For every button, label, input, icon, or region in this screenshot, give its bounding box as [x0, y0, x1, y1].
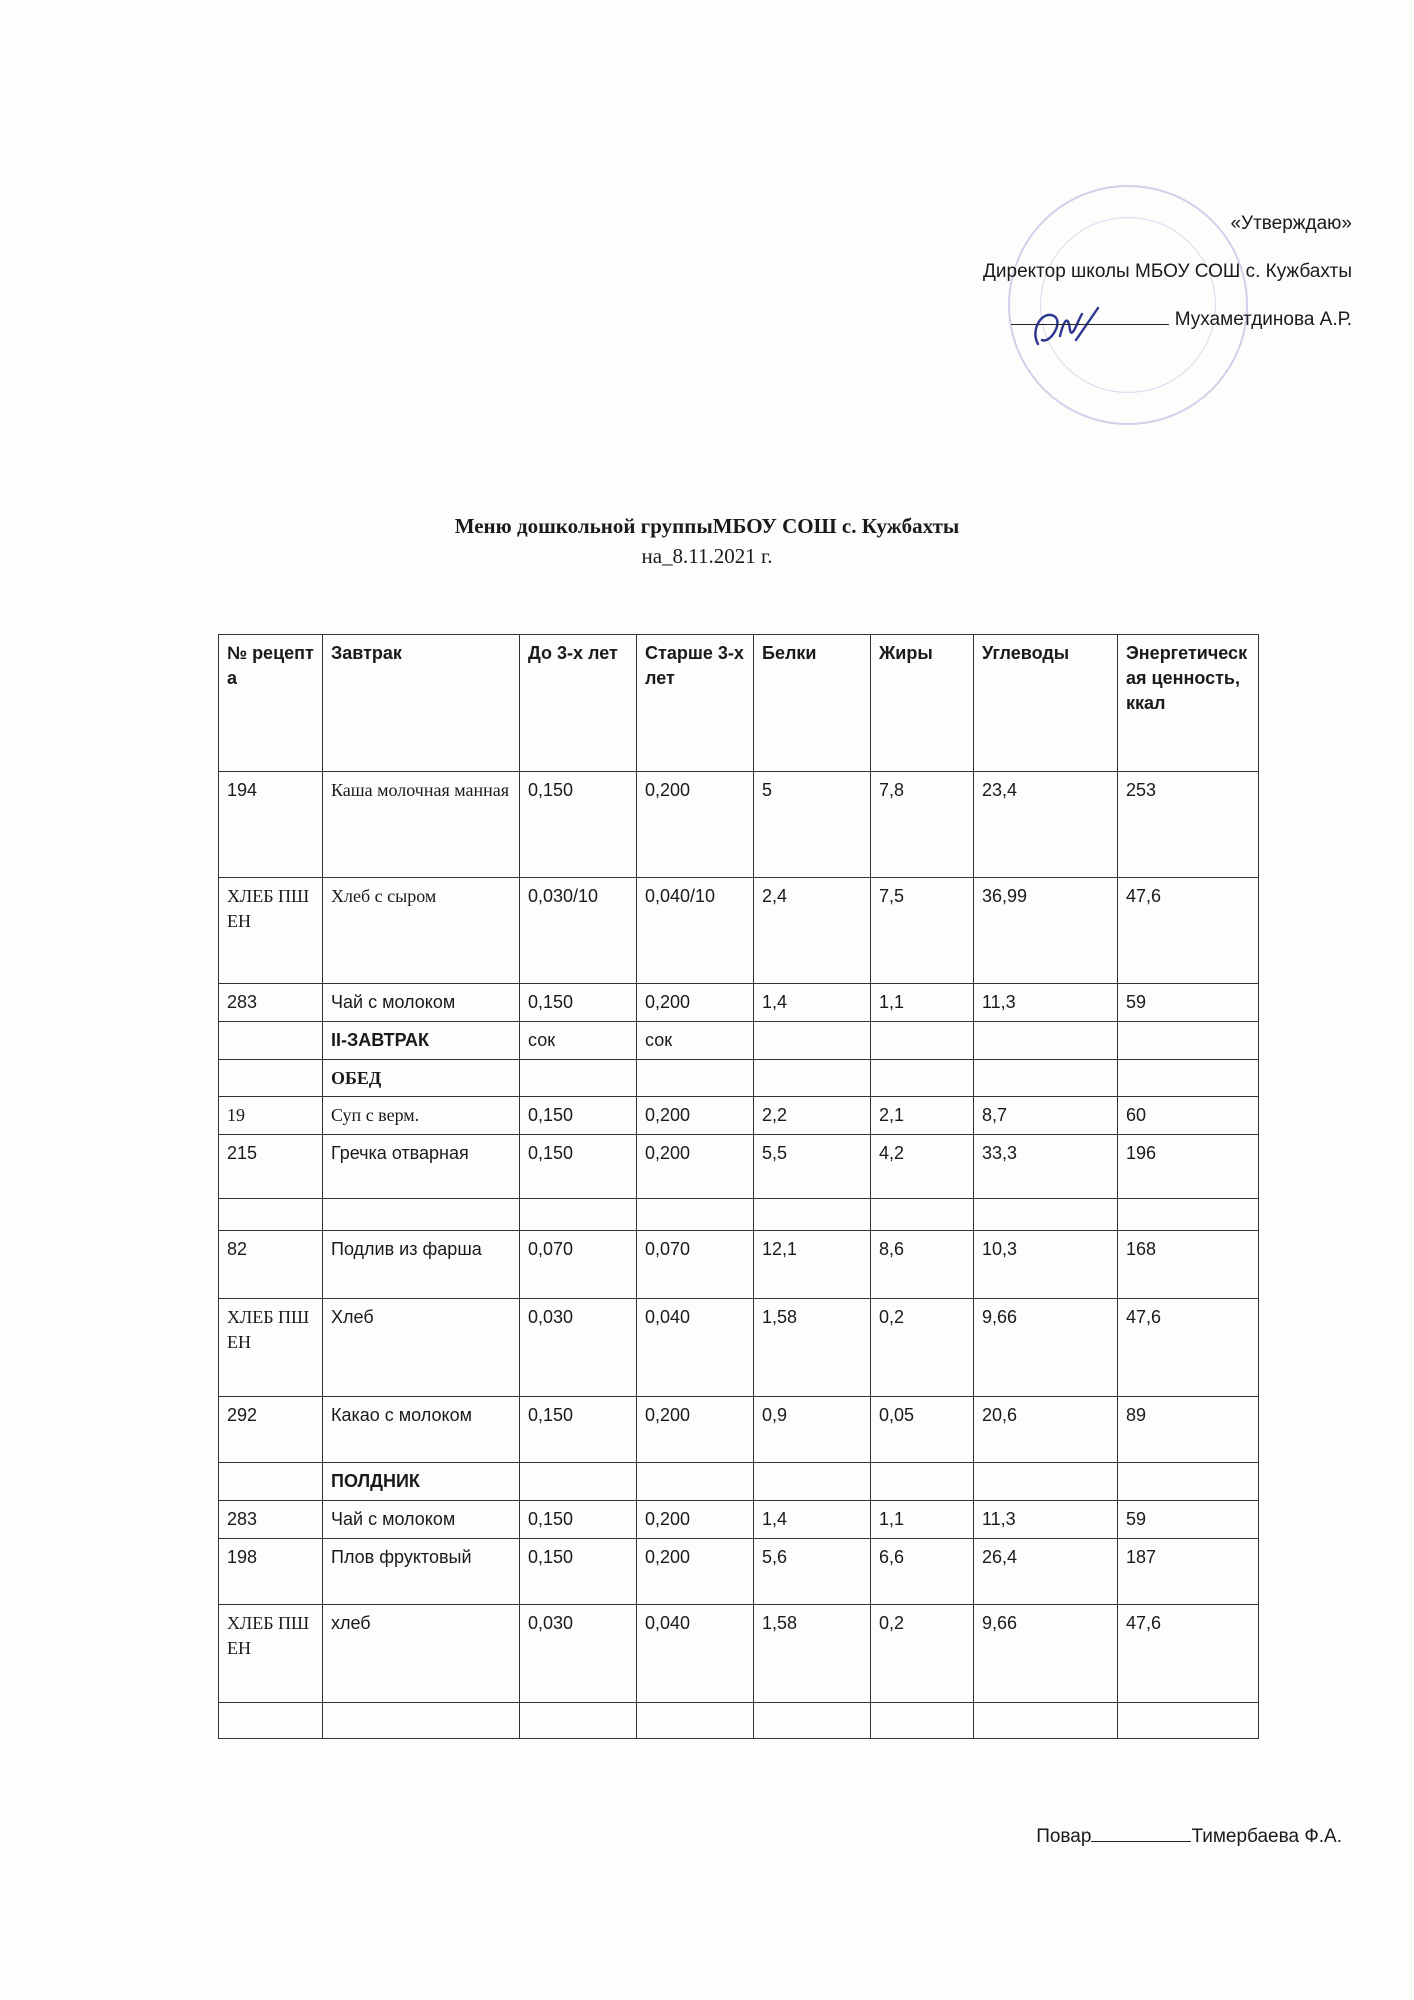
header-recipe-no: № рецепта: [219, 635, 323, 772]
cell-carbs: 36,99: [974, 878, 1118, 984]
cell-carbs: 11,3: [974, 984, 1118, 1022]
director-line: Директор школы МБОУ СОШ с. Кужбахты: [983, 261, 1352, 282]
table-row: [219, 1397, 1259, 1463]
cook-signature-block: [1036, 1826, 1342, 1848]
cell-dish: Чай с молоком: [323, 984, 520, 1022]
cell-over-3: сок: [637, 1021, 754, 1059]
cell-recipe: 292: [219, 1397, 323, 1463]
table-row: [219, 1538, 1259, 1604]
table-row: [219, 1059, 1259, 1097]
cell-proteins: 1,58: [754, 1604, 871, 1702]
cell-recipe: 194: [219, 772, 323, 878]
cell-fats: [871, 1021, 974, 1059]
signature-line: [1011, 310, 1169, 325]
cook-name: Тимербаева Ф.А.: [1191, 1826, 1342, 1847]
cell-recipe: ХЛЕБ ПШЕН: [219, 1299, 323, 1397]
cell-energy: 89: [1118, 1397, 1259, 1463]
header-fats: Жиры: [871, 635, 974, 772]
empty-cell: [1118, 1702, 1259, 1738]
cell-over-3: 0,200: [637, 1501, 754, 1539]
cell-recipe: 283: [219, 984, 323, 1022]
cell-recipe: [219, 1463, 323, 1501]
cell-energy: [1118, 1059, 1259, 1097]
header-under-3: До 3-х лет: [520, 635, 637, 772]
table-row: [219, 1231, 1259, 1299]
cell-dish: Чай с молоком: [323, 1501, 520, 1539]
cell-proteins: 2,2: [754, 1097, 871, 1135]
cell-fats: 8,6: [871, 1231, 974, 1299]
empty-cell: [520, 1199, 637, 1231]
cell-under-3: 0,150: [520, 1501, 637, 1539]
cell-proteins: 2,4: [754, 878, 871, 984]
cell-carbs: 23,4: [974, 772, 1118, 878]
cell-recipe: [219, 1059, 323, 1097]
cell-dish: Каша молочная манная: [323, 772, 520, 878]
empty-cell: [520, 1702, 637, 1738]
cell-energy: 60: [1118, 1097, 1259, 1135]
cell-fats: 0,2: [871, 1299, 974, 1397]
cell-proteins: 0,9: [754, 1397, 871, 1463]
cell-fats: 7,8: [871, 772, 974, 878]
cell-over-3: 0,040: [637, 1604, 754, 1702]
cell-over-3: 0,040/10: [637, 878, 754, 984]
cell-under-3: 0,070: [520, 1231, 637, 1299]
cell-under-3: 0,150: [520, 1135, 637, 1199]
empty-cell: [871, 1199, 974, 1231]
cell-energy: 59: [1118, 1501, 1259, 1539]
cell-over-3: 0,200: [637, 1097, 754, 1135]
cell-carbs: 26,4: [974, 1538, 1118, 1604]
cell-carbs: 9,66: [974, 1604, 1118, 1702]
cell-fats: 6,6: [871, 1538, 974, 1604]
cell-fats: 7,5: [871, 878, 974, 984]
empty-cell: [637, 1199, 754, 1231]
cell-recipe: 215: [219, 1135, 323, 1199]
table-header-row: [219, 635, 1259, 772]
cell-carbs: [974, 1059, 1118, 1097]
cell-carbs: 9,66: [974, 1299, 1118, 1397]
cell-recipe: [219, 1021, 323, 1059]
header-meal: Завтрак: [323, 635, 520, 772]
table-row: [219, 878, 1259, 984]
cell-energy: 47,6: [1118, 1299, 1259, 1397]
header-proteins: Белки: [754, 635, 871, 772]
cell-dish: Хлеб с сыром: [323, 878, 520, 984]
cell-over-3: 0,200: [637, 1538, 754, 1604]
cell-energy: 168: [1118, 1231, 1259, 1299]
cell-over-3: 0,200: [637, 772, 754, 878]
cell-energy: 187: [1118, 1538, 1259, 1604]
header-energy: Энергетическая ценность, ккал: [1118, 635, 1259, 772]
cell-dish: Подлив из фарша: [323, 1231, 520, 1299]
table-row: [219, 1604, 1259, 1702]
cell-proteins: [754, 1463, 871, 1501]
cell-recipe: ХЛЕБ ПШЕН: [219, 1604, 323, 1702]
empty-cell: [323, 1702, 520, 1738]
cell-energy: 47,6: [1118, 1604, 1259, 1702]
cell-over-3: 0,070: [637, 1231, 754, 1299]
cell-energy: 47,6: [1118, 878, 1259, 984]
cell-proteins: 5: [754, 772, 871, 878]
cell-carbs: 11,3: [974, 1501, 1118, 1539]
empty-cell: [637, 1702, 754, 1738]
empty-cell: [974, 1702, 1118, 1738]
cell-fats: 0,2: [871, 1604, 974, 1702]
cell-recipe: 198: [219, 1538, 323, 1604]
cell-recipe: ХЛЕБ ПШЕН: [219, 878, 323, 984]
section-afternoon-snack: ПОЛДНИК: [323, 1463, 520, 1501]
table-row-empty: [219, 1199, 1259, 1231]
menu-table: [218, 634, 1259, 1739]
table-row: [219, 1135, 1259, 1199]
cell-dish: Хлеб: [323, 1299, 520, 1397]
cell-fats: [871, 1059, 974, 1097]
cell-under-3: 0,030: [520, 1299, 637, 1397]
cell-under-3: [520, 1059, 637, 1097]
cell-dish: Плов фруктовый: [323, 1538, 520, 1604]
cell-proteins: 1,58: [754, 1299, 871, 1397]
cell-recipe: 283: [219, 1501, 323, 1539]
cell-under-3: сок: [520, 1021, 637, 1059]
approval-block: [983, 214, 1352, 358]
cell-dish: Суп с верм.: [323, 1097, 520, 1135]
table-row: [219, 1463, 1259, 1501]
cell-proteins: 12,1: [754, 1231, 871, 1299]
empty-cell: [871, 1702, 974, 1738]
director-name: Мухаметдинова А.Р.: [1174, 309, 1352, 330]
cell-proteins: 1,4: [754, 984, 871, 1022]
cell-under-3: 0,030: [520, 1604, 637, 1702]
header-carbs: Углеводы: [974, 635, 1118, 772]
cell-fats: 4,2: [871, 1135, 974, 1199]
cell-fats: 2,1: [871, 1097, 974, 1135]
cell-under-3: 0,150: [520, 1397, 637, 1463]
cell-carbs: 20,6: [974, 1397, 1118, 1463]
cell-carbs: 8,7: [974, 1097, 1118, 1135]
cell-under-3: 0,150: [520, 1538, 637, 1604]
cell-over-3: 0,040: [637, 1299, 754, 1397]
cell-under-3: 0,150: [520, 772, 637, 878]
cell-proteins: [754, 1059, 871, 1097]
cell-under-3: 0,150: [520, 1097, 637, 1135]
cell-proteins: 5,5: [754, 1135, 871, 1199]
section-second-breakfast: II-ЗАВТРАК: [323, 1021, 520, 1059]
cell-over-3: [637, 1059, 754, 1097]
cell-energy: [1118, 1463, 1259, 1501]
empty-cell: [974, 1199, 1118, 1231]
table-row: [219, 984, 1259, 1022]
cell-over-3: [637, 1463, 754, 1501]
table-row: [219, 1299, 1259, 1397]
cell-carbs: 10,3: [974, 1231, 1118, 1299]
cell-proteins: 1,4: [754, 1501, 871, 1539]
approve-label: «Утверждаю»: [1230, 213, 1352, 234]
header-over-3: Старше 3-х лет: [637, 635, 754, 772]
cell-under-3: [520, 1463, 637, 1501]
table-row-empty: [219, 1702, 1259, 1738]
cook-signature-line: [1091, 1827, 1191, 1842]
table-row: [219, 1097, 1259, 1135]
empty-cell: [323, 1199, 520, 1231]
cell-carbs: [974, 1463, 1118, 1501]
table-row: [219, 1021, 1259, 1059]
cell-dish: хлеб: [323, 1604, 520, 1702]
cell-fats: 0,05: [871, 1397, 974, 1463]
cell-energy: 253: [1118, 772, 1259, 878]
page-subtitle: на_8.11.2021 г.: [641, 544, 773, 568]
cell-under-3: 0,150: [520, 984, 637, 1022]
empty-cell: [219, 1702, 323, 1738]
table-row: [219, 1501, 1259, 1539]
cell-carbs: 33,3: [974, 1135, 1118, 1199]
cell-energy: 196: [1118, 1135, 1259, 1199]
cell-proteins: [754, 1021, 871, 1059]
empty-cell: [219, 1199, 323, 1231]
cell-fats: 1,1: [871, 1501, 974, 1539]
empty-cell: [754, 1199, 871, 1231]
table-row: [219, 772, 1259, 878]
cell-over-3: 0,200: [637, 1397, 754, 1463]
cell-energy: 59: [1118, 984, 1259, 1022]
cook-label: Повар: [1036, 1826, 1092, 1847]
empty-cell: [1118, 1199, 1259, 1231]
cell-fats: [871, 1463, 974, 1501]
cell-energy: [1118, 1021, 1259, 1059]
cell-fats: 1,1: [871, 984, 974, 1022]
cell-carbs: [974, 1021, 1118, 1059]
cell-under-3: 0,030/10: [520, 878, 637, 984]
cell-recipe: 82: [219, 1231, 323, 1299]
cell-recipe: 19: [219, 1097, 323, 1135]
section-lunch: ОБЕД: [323, 1059, 520, 1097]
cell-dish: Какао с молоком: [323, 1397, 520, 1463]
cell-proteins: 5,6: [754, 1538, 871, 1604]
cell-over-3: 0,200: [637, 984, 754, 1022]
empty-cell: [754, 1702, 871, 1738]
cell-over-3: 0,200: [637, 1135, 754, 1199]
cell-dish: Гречка отварная: [323, 1135, 520, 1199]
page-title: Меню дошкольной группыМБОУ СОШ с. Кужбахты: [454, 514, 960, 538]
